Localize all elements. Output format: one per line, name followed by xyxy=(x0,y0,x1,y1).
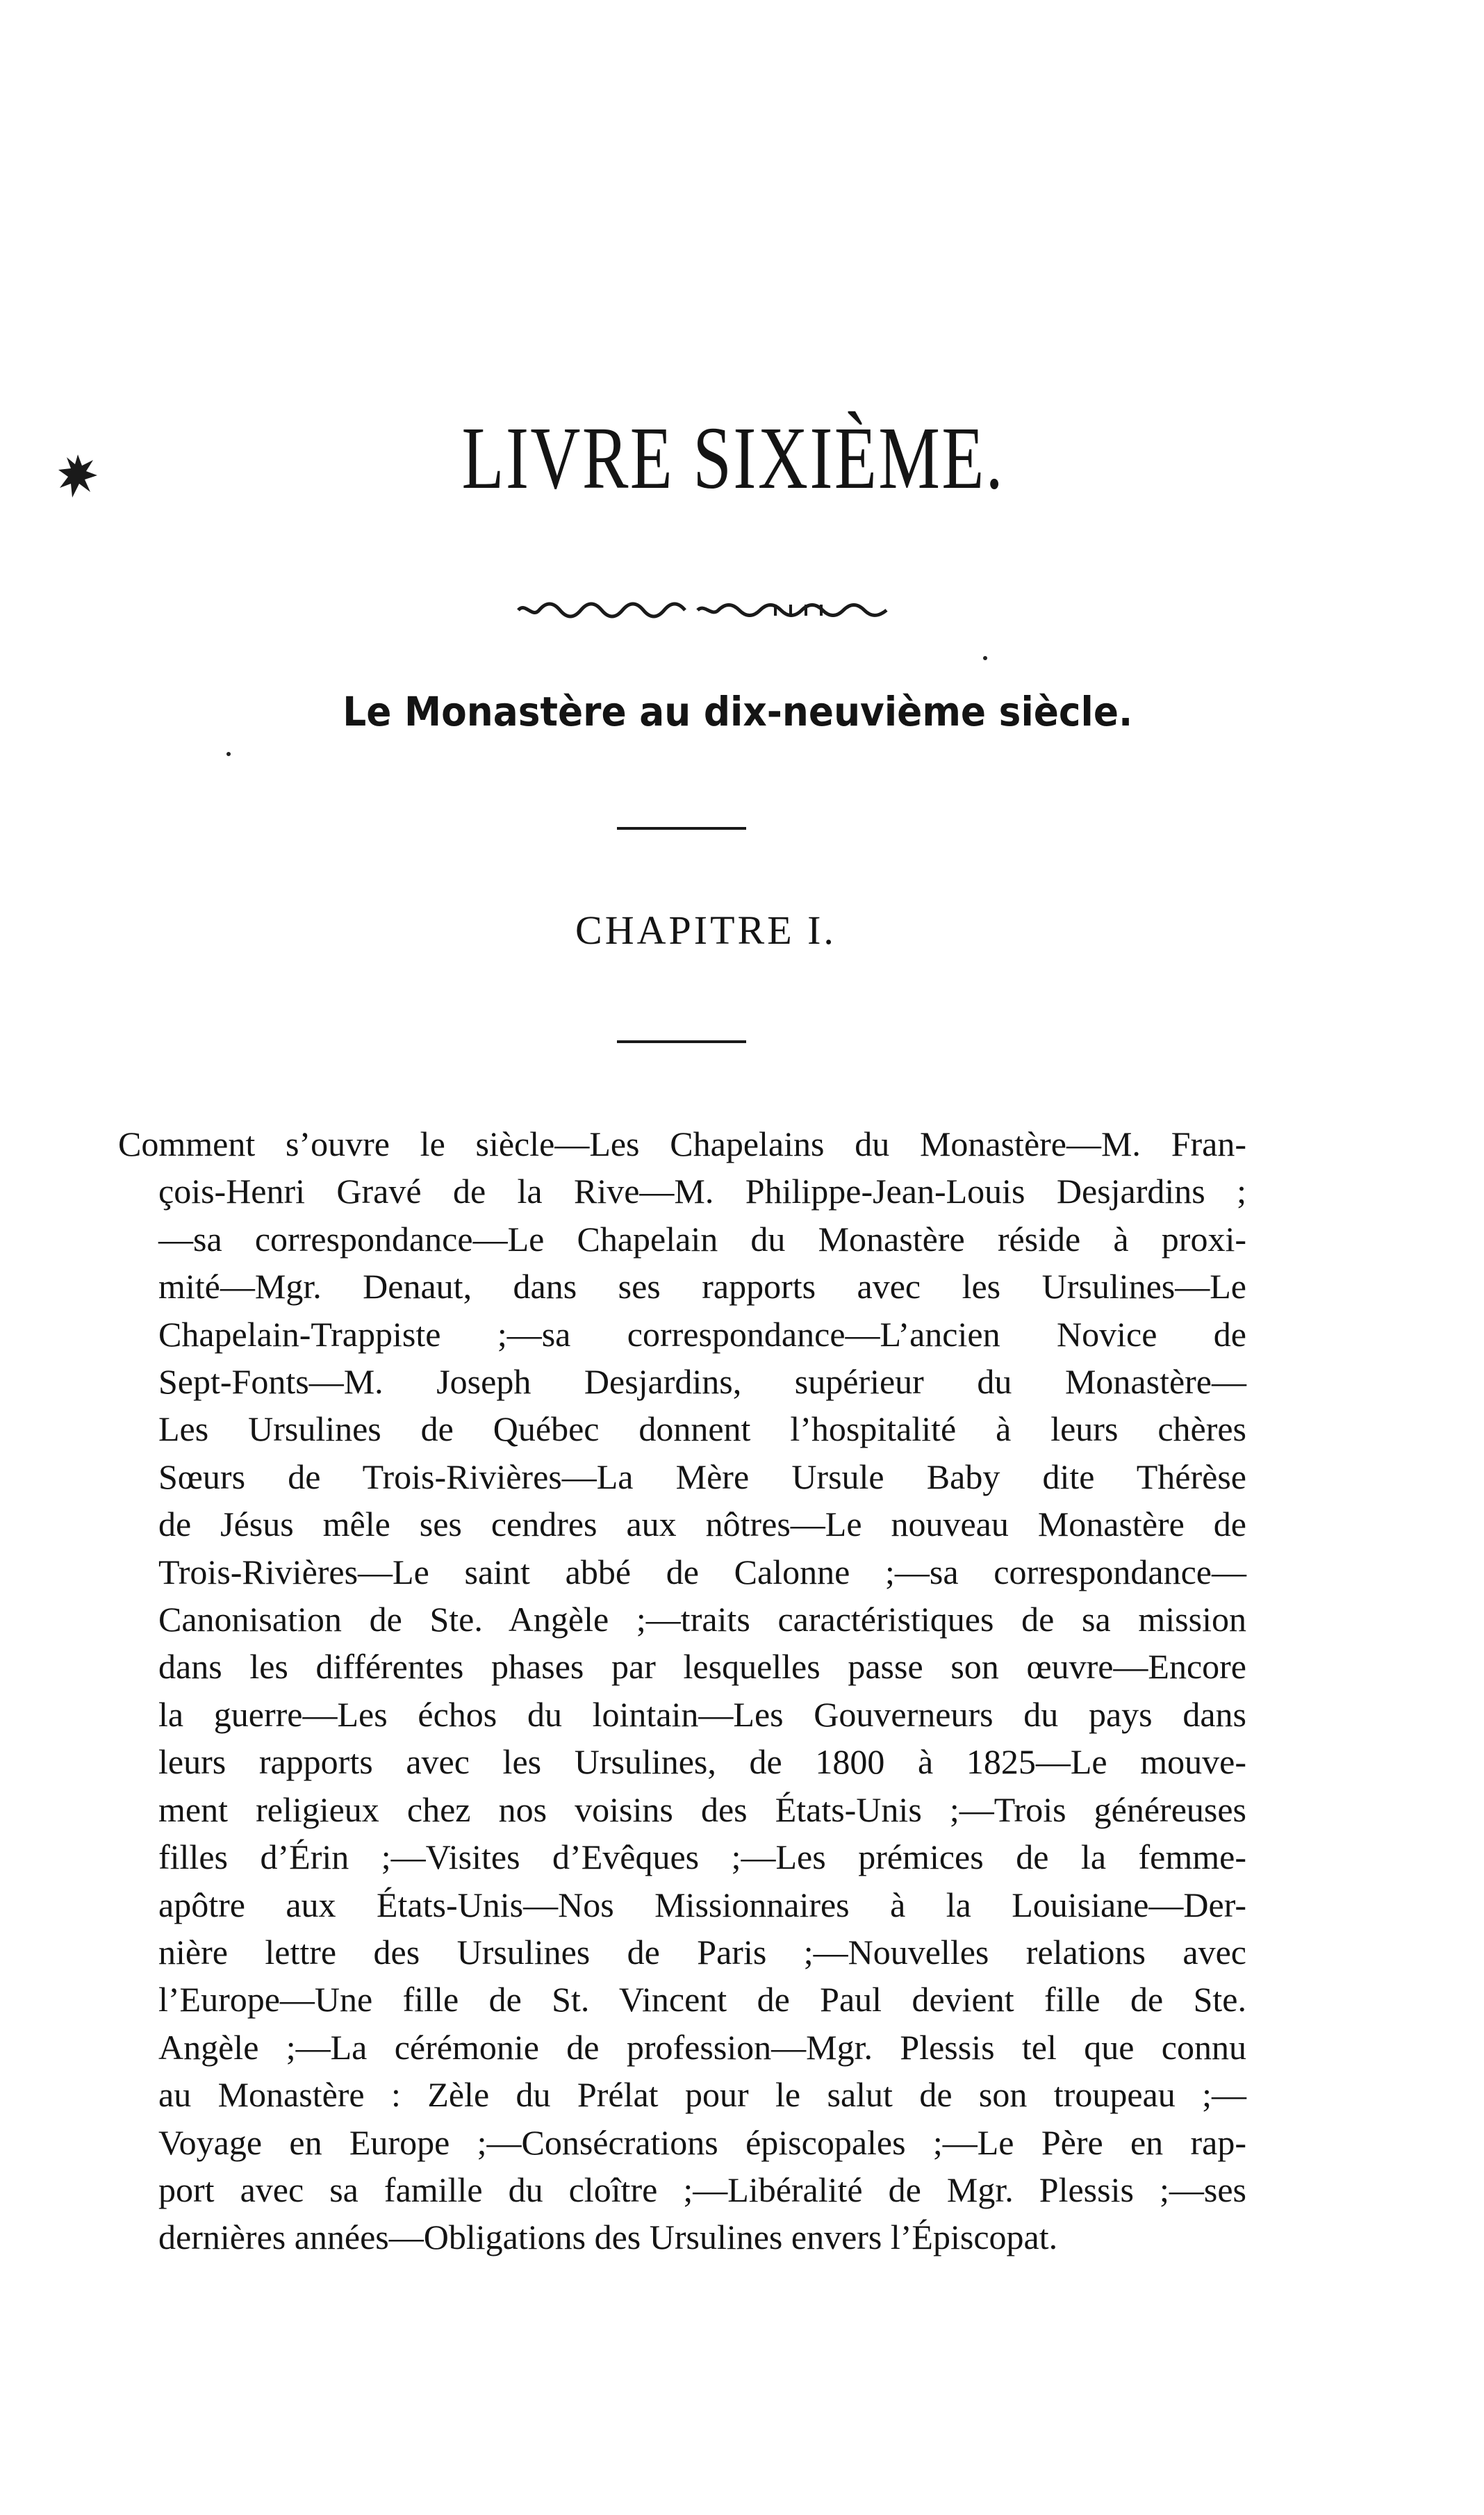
summary-line: dernières années—Obligations des Ursulines envers l’Épiscopat. xyxy=(158,2218,1058,2257)
summary-line: Canonisation de Ste. Angèle ;—traits caractéristiques de sa mission xyxy=(158,1600,1246,1639)
divider-rule xyxy=(617,1040,746,1043)
part-subtitle: Le Monastère au dix-neuvième siècle. xyxy=(343,688,1133,735)
chapter-summary xyxy=(119,1120,1246,2261)
summary-line: dans les différentes phases par lesquelles passe son œuvre—Encore xyxy=(158,1647,1246,1687)
summary-line: Sœurs de Trois-Rivières—La Mère Ursule Baby dite Thérèse xyxy=(158,1457,1246,1496)
speck-mark xyxy=(983,656,987,660)
summary-line: Trois-Rivières—Le saint abbé de Calonne ;—sa correspondance— xyxy=(158,1552,1246,1591)
summary-line: Les Ursulines de Québec donnent l’hospitalité à leurs chères xyxy=(158,1409,1246,1449)
summary-line: çois-Henri Gravé de la Rive—M. Philippe-Jean-Louis Desjardins ; xyxy=(158,1172,1246,1211)
summary-line: ment religieux chez nos voisins des États-Unis ;—Trois généreuses xyxy=(158,1789,1246,1829)
summary-line: Chapelain-Trappiste ;—sa correspondance—L’ancien Novice de xyxy=(158,1314,1246,1354)
summary-line: nière lettre des Ursulines de Paris ;—Nouvelles relations avec xyxy=(158,1932,1246,1972)
summary-line: de Jésus mêle ses cendres aux nôtres—Le nouveau Monastère de xyxy=(158,1505,1246,1544)
speck-mark xyxy=(226,752,231,756)
summary-line: la guerre—Les échos du lointain—Les Gouverneurs du pays dans xyxy=(158,1694,1246,1734)
divider-rule xyxy=(617,827,746,830)
summary-line: l’Europe—Une fille de St. Vincent de Paul devient fille de Ste. xyxy=(158,1980,1246,2020)
summary-line: mité—Mgr. Denaut, dans ses rapports avec les Ursulines—Le xyxy=(158,1267,1246,1306)
summary-line: apôtre aux États-Unis—Nos Missionnaires à la Louisiane—Der- xyxy=(158,1885,1246,1924)
summary-line: —sa correspondance—Le Chapelain du Monastère réside à proxi- xyxy=(158,1219,1246,1259)
decorative-ornament xyxy=(516,599,891,620)
summary-line: filles d’Érin ;—Visites d’Evêques ;—Les prémices de la femme- xyxy=(158,1837,1246,1877)
summary-line: Angèle ;—La cérémonie de profession—Mgr. Plessis tel que connu xyxy=(158,2027,1246,2067)
summary-line: port avec sa famille du cloître ;—Libéralité de Mgr. Plessis ;—ses xyxy=(158,2170,1246,2209)
summary-line: Sept-Fonts—M. Joseph Desjardins, supérieur du Monastère— xyxy=(158,1362,1246,1402)
book-title: LIVRE SIXIÈME. xyxy=(461,409,1005,507)
chapter-heading: CHAPITRE I. xyxy=(575,908,836,953)
summary-line: leurs rapports avec les Ursulines, de 1800 à 1825—Le mouve- xyxy=(158,1742,1246,1782)
ink-blot-mark xyxy=(57,453,99,499)
summary-line: au Monastère : Zèle du Prélat pour le salut de son troupeau ;— xyxy=(158,2075,1246,2115)
summary-line: Comment s’ouvre le siècle—Les Chapelains du Monastère—M. Fran- xyxy=(118,1124,1246,1163)
summary-line: Voyage en Europe ;—Consécrations épiscopales ;—Le Père en rap- xyxy=(158,2122,1246,2162)
